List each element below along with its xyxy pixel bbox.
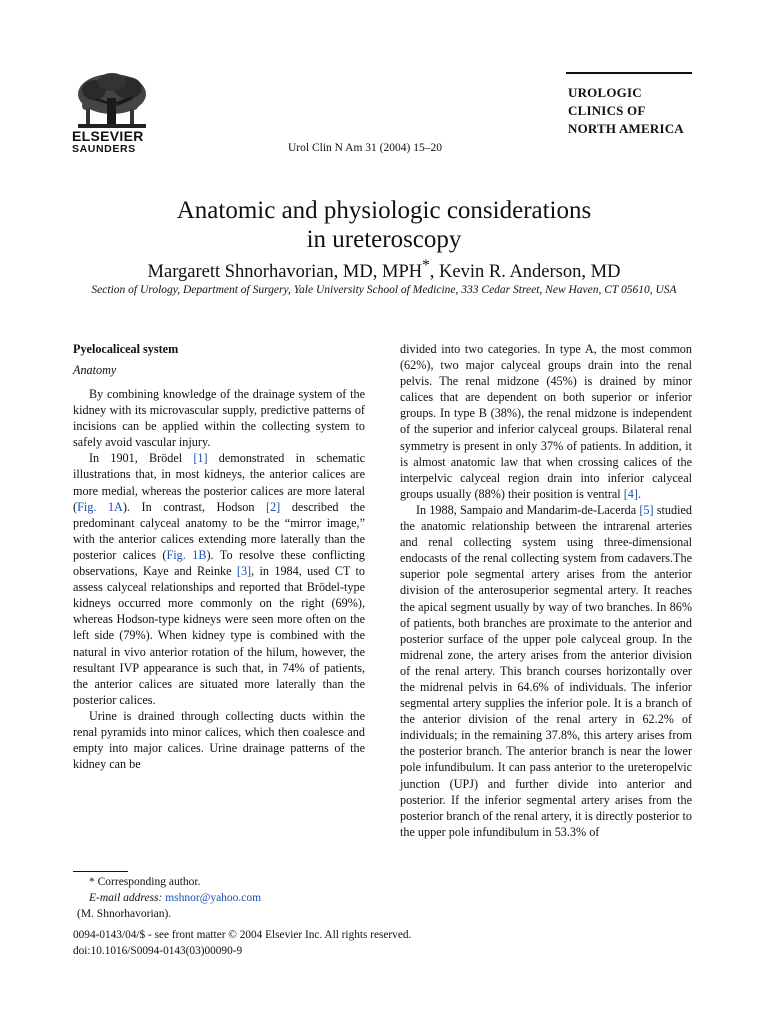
corresponding-author-mark: * bbox=[422, 257, 430, 274]
email-link[interactable]: mshnor@yahoo.com bbox=[165, 892, 262, 904]
author-2: Kevin R. Anderson, MD bbox=[439, 262, 621, 283]
affiliation: Section of Urology, Department of Surgery, Yale University School of Medicine, 333 Cedar Street, New Haven, CT 05610, USA bbox=[91, 284, 677, 296]
author-separator: , bbox=[429, 262, 440, 283]
reference-link[interactable]: [2] bbox=[266, 499, 281, 514]
text-run: ). In contrast, Hodson bbox=[122, 499, 267, 514]
paragraph bbox=[73, 450, 365, 708]
subsection-heading: Anatomy bbox=[73, 363, 117, 377]
right-column bbox=[400, 341, 692, 840]
journal-line-2: CLINICS OF bbox=[568, 103, 646, 118]
journal-rule bbox=[566, 72, 692, 74]
publisher-name bbox=[72, 129, 162, 155]
journal-line-3: NORTH AMERICA bbox=[568, 121, 684, 136]
journal-citation: Urol Clin N Am 31 (2004) 15–20 bbox=[288, 142, 442, 154]
text-run: ). To resolve these conflicting observations, Kaye and Reinke bbox=[73, 547, 365, 579]
paragraph bbox=[400, 341, 692, 502]
paragraph: Urine is drained through collecting ducts within the renal pyramids into minor calices, which then coalesce and empty into major calices. Urine drainage patterns of the kidney can be bbox=[73, 708, 365, 772]
paragraph bbox=[400, 502, 692, 840]
title-line-2: in ureteroscopy bbox=[306, 226, 462, 253]
section-heading: Pyelocaliceal system bbox=[73, 342, 179, 356]
doi-line: doi:10.1016/S0094-0143(03)00090-9 bbox=[73, 945, 243, 957]
title-line-1: Anatomic and physiologic considerations bbox=[176, 197, 592, 224]
footnote bbox=[77, 874, 261, 922]
journal-name bbox=[568, 84, 684, 138]
corresponding-author-note: * Corresponding author. bbox=[89, 876, 201, 888]
email-label: E-mail address: bbox=[89, 892, 163, 904]
footnote-author-name: (M. Shnorhavorian). bbox=[77, 908, 172, 920]
figure-link[interactable]: Fig. 1B bbox=[166, 547, 207, 562]
reference-link[interactable]: [1] bbox=[193, 451, 208, 466]
text-run: In 1988, Sampaio and Mandarim-de-Lacerda bbox=[416, 502, 640, 517]
publisher-elsevier: ELSEVIER bbox=[72, 128, 144, 144]
copyright-block bbox=[73, 927, 411, 959]
author-1: Margarett Shnorhavorian, MD, MPH bbox=[147, 262, 423, 283]
email-line bbox=[77, 890, 261, 906]
paragraph: By combining knowledge of the drainage system of the kidney with its microvascular supply, predictive patterns of incisions can be applied within the collecting system to safely avoid vascular injury. bbox=[73, 387, 365, 450]
left-column bbox=[73, 341, 365, 772]
text-run: demonstrated in schematic illustrations that, in most kidneys, the anterior calices are more medial, whereas the posterior calices are more lateral ( bbox=[73, 451, 365, 514]
text-run: studied the anatomic relationship between the intrarenal arteries and renal collecting system using three-dimensional endocasts of the renal collecting system from cadavers.The superior pole segmental artery arises from the anterior division of the anterosuperior segmental artery. It reaches the apical segment usually by way of two branches. In 86% of patients, both branches are proximate to the anterior and posterior surface of the upper pole calyceal group. In the midrenal zone, the artery arises from the anterior division of the renal artery. This branch courses horizontally over the midrenal pelvis in 64.6% of individuals. The inferior segmental artery supplies the inferior pole. It is a branch of the anterior division of the renal artery in 62.2% of individuals; in the remaining 37.8%, this artery arises from the posterior branch. The anterior branch is near the lower pole infundibulum. It can pass anterior to the ureteropelvic junction (UPJ) and further divide into anterior and posterior. If the inferior segmental artery arises from the posterior branch of the renal artery, it is directly posterior to the upper pole infundibulum in 53.3% of bbox=[400, 502, 692, 839]
reference-link[interactable]: [3] bbox=[236, 564, 252, 579]
article-title bbox=[0, 196, 768, 254]
figure-link[interactable]: Fig. 1A bbox=[77, 499, 123, 514]
text-run: . bbox=[637, 486, 642, 501]
publisher-imprint: SAUNDERS bbox=[72, 143, 136, 155]
reference-link[interactable]: [4] bbox=[623, 486, 638, 501]
copyright-line: 0094-0143/04/$ - see front matter © 2004 Elsevier Inc. All rights reserved. bbox=[73, 929, 412, 941]
text-run: described the predominant calyceal anatomy to be the “mirror image,” with the anterior calices extending more laterally than the posterior calices ( bbox=[73, 499, 365, 562]
author-list bbox=[0, 257, 768, 283]
text-run: divided into two categories. In type A, the most common (62%), two major calyceal groups drain into the renal pelvis. The renal midzone (45%) is drained by minor calices that are dependent on both superior or inferior groups. In type B (38%), the renal midzone is independent of the superior and inferior calyceal groups. Bilateral renal symmetry is present in only 37% of patients. In addition, it is almost anatomic law that when crossing calices of the interpelvic calyceal region drain into inferior calyceal groups usually (88%) their position is ventral bbox=[400, 342, 692, 501]
text-run: , in 1984, used CT to assess calyceal relationships and reported that Brödel-type kidneys occurred more commonly on the right (69%), whereas Hodson-type kidneys were seen more often on the left side (79%). When kidney type is combined with the natural in vivo anterior rotation of the hilum, however, the resultant IVP appearance is such that, in 74% of patients, the anterior calices are situated more laterally than the posterior calices. bbox=[73, 564, 366, 707]
text-run: In 1901, Brödel bbox=[89, 451, 194, 466]
footnote-rule bbox=[73, 871, 128, 872]
reference-link[interactable]: [5] bbox=[639, 502, 654, 517]
journal-line-1: UROLOGIC bbox=[568, 85, 642, 100]
